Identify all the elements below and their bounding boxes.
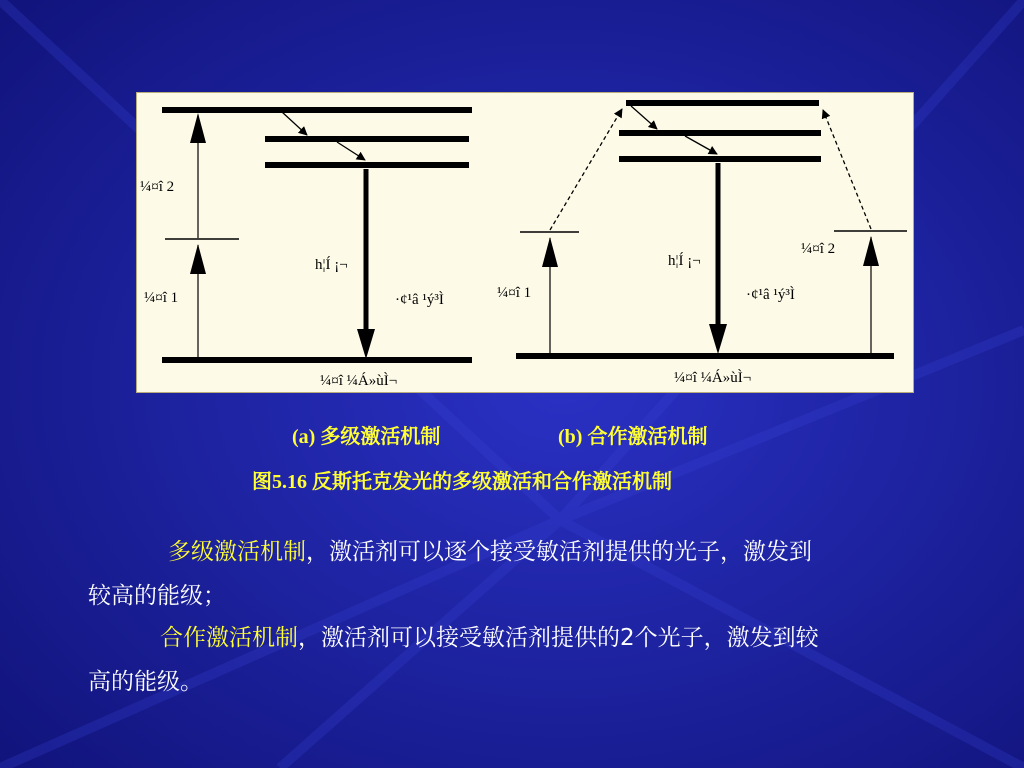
paragraph-2-continued: 高的能级。 [88,669,203,695]
arrowhead-a1 [190,244,206,274]
label-a-ground: ¼¤î ¼Á»ùÌ¬ [320,373,398,389]
label-a-step2: ¼¤î 2 [140,179,175,195]
dashed-arrow-b-right [823,110,871,229]
label-b-step2: ¼¤î 2 [801,241,836,257]
label-b-hv: h¦Í ¡¬ [668,253,701,269]
term-cooperative-activation: 合作激活机制 [160,625,298,651]
energy-level-diagram [136,92,914,393]
paragraph-1-continued: 较高的能级； [88,583,226,609]
paragraph-2-text: ，激活剂可以接受敏活剂提供的2个光子，激发到较 [298,625,819,651]
term-multistep-activation: 多级激活机制 [168,539,306,565]
figure-caption: 图5.16 反斯托克发光的多级激活和合作激活机制 [252,471,672,493]
relax-arrow-a2 [337,142,365,160]
label-a-emission: ·¢¹â ¹ý³Ì [395,292,444,308]
label-b-ground: ¼¤î ¼Á»ùÌ¬ [674,370,752,386]
label-a-hv: h¦Í ¡¬ [315,257,348,273]
emission-arrowhead-b [709,324,727,354]
arrowhead-a2 [190,113,206,143]
relax-arrow-b2 [685,136,717,154]
caption-a-label: (a) 多级激活机制 [292,426,441,448]
paragraph-1-text: ，激活剂可以逐个接受敏活剂提供的光子，激发到 [306,539,812,565]
relax-arrow-b1 [631,106,657,129]
arrowhead-b-left [542,237,558,267]
paragraph-1 [168,533,812,566]
panel-a [162,110,472,360]
label-a-step1: ¼¤î 1 [144,290,179,306]
label-b-step1: ¼¤î 1 [497,285,532,301]
caption-b-label: (b) 合作激活机制 [558,426,708,448]
arrowhead-b-right [863,236,879,266]
relax-arrow-a1 [282,112,307,135]
label-b-emission: ·¢¹â ¹ý³Ì [746,287,795,303]
paragraph-2 [160,619,819,652]
emission-arrowhead-a [357,329,375,359]
dashed-arrow-b-left [550,109,622,230]
panel-b [516,103,907,356]
